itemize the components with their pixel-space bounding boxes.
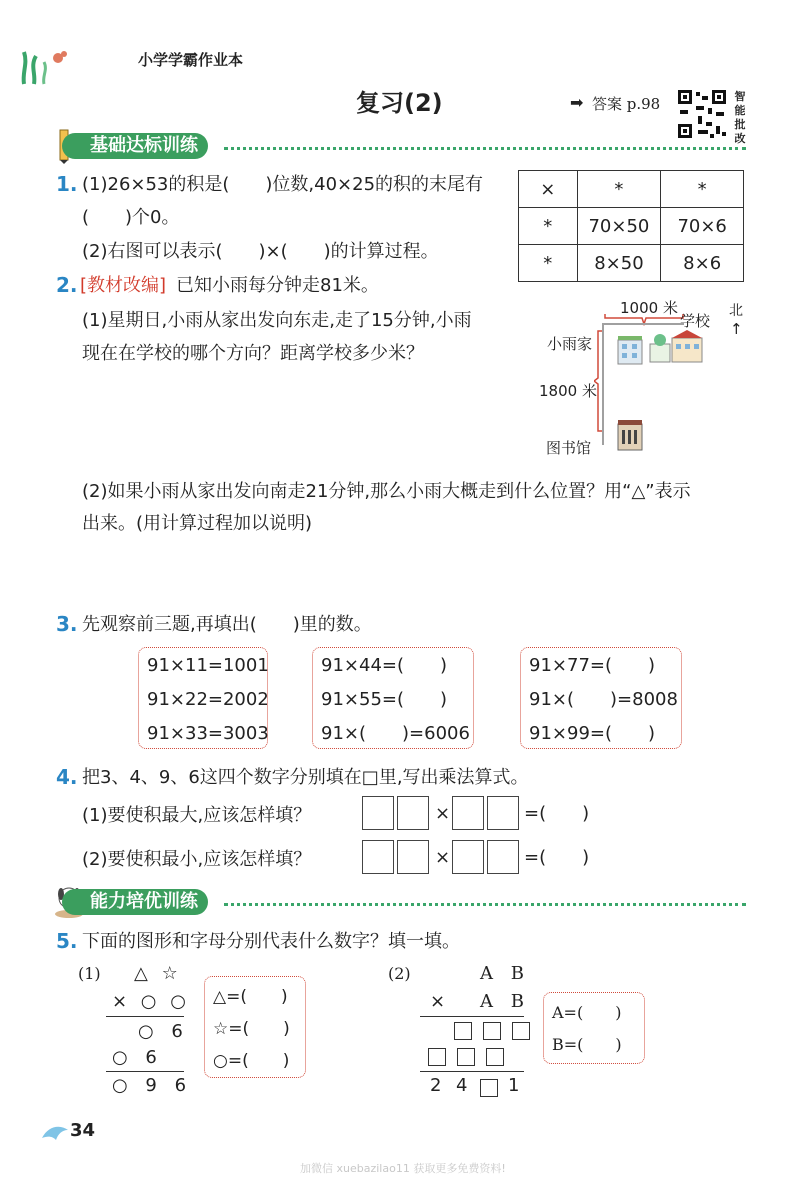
- digit-box[interactable]: [397, 796, 429, 830]
- q4-part2: (2)要使积最小,应该怎样填？: [82, 849, 312, 870]
- school-building-icon: [648, 330, 704, 368]
- q3-item[interactable]: 91×99=( ): [529, 723, 656, 744]
- smart-char: 智: [734, 90, 746, 103]
- digit-box[interactable]: [362, 796, 394, 830]
- answer-line[interactable]: B=( ): [552, 1035, 622, 1054]
- q5-stem: 下面的图形和字母分别代表什么数字？填一填。: [82, 931, 460, 952]
- smart-char: 改: [734, 132, 746, 145]
- result-digit: 1: [508, 1075, 520, 1096]
- q1-line1: (1)26×53的积是( )位数,40×25的积的末尾有: [82, 174, 484, 195]
- digit-box[interactable]: [512, 1022, 530, 1040]
- qr-code-icon[interactable]: [676, 88, 728, 144]
- digit-box[interactable]: [483, 1022, 501, 1040]
- digit-box[interactable]: [428, 1048, 446, 1066]
- result-digit: 4: [456, 1075, 468, 1096]
- q3-item[interactable]: 91×44=( ): [321, 655, 448, 676]
- q3-example-box: [138, 647, 268, 749]
- vertical-calc-top: A B: [480, 963, 530, 984]
- dolphin-icon: [40, 1120, 70, 1146]
- vertical-calc-row: ○ 9 6: [112, 1075, 193, 1096]
- q3-item: 91×33=3003: [147, 723, 269, 744]
- grid-cell: 8×6: [661, 245, 744, 282]
- digit-box[interactable]: [362, 840, 394, 874]
- grid-cell: 8×50: [577, 245, 661, 282]
- q3-item[interactable]: 91×( )=8008: [529, 689, 678, 710]
- grid-cell: 70×6: [661, 208, 744, 245]
- q5-part2-answer-box[interactable]: [543, 992, 645, 1064]
- map-distance-south: 1800 米: [539, 382, 597, 400]
- q4-stem: 把3、4、9、6这四个数字分别填在□里,写出乘法算式。: [82, 767, 529, 788]
- q1-line2: ( )个0。: [82, 207, 180, 228]
- grid-cell: ×: [519, 171, 578, 208]
- result-digit: 2: [430, 1075, 442, 1096]
- question-number: 4.: [56, 765, 78, 789]
- q3-item[interactable]: 91×55=( ): [321, 689, 448, 710]
- digit-box[interactable]: [457, 1048, 475, 1066]
- page-number: 34: [70, 1120, 96, 1141]
- answer-line[interactable]: A=( ): [552, 1003, 622, 1022]
- north-arrow-icon: ↑: [730, 320, 743, 338]
- digit-box[interactable]: [397, 840, 429, 874]
- digit-box[interactable]: [487, 796, 519, 830]
- q3-item: 91×11=1001: [147, 655, 269, 676]
- map-distance-east: 1000 米: [620, 299, 678, 317]
- answer-line[interactable]: ○=( ): [213, 1051, 290, 1071]
- direction-map: [530, 290, 760, 460]
- box-row: [454, 1020, 530, 1040]
- q2-tag: [教材改编]: [80, 275, 167, 296]
- question-number: 2.: [56, 273, 78, 297]
- vertical-calc-row: × ○ ○: [112, 991, 190, 1012]
- q5-part2-label: (2): [388, 964, 411, 983]
- section-basic-title: 基础达标训练: [62, 133, 208, 159]
- section-divider: [224, 147, 746, 150]
- q4-part1: (1)要使积最大,应该怎样填？: [82, 805, 312, 826]
- equals-answer[interactable]: =( ): [524, 803, 590, 824]
- grid-cell: *: [519, 245, 578, 282]
- grid-cell: *: [519, 208, 578, 245]
- answer-reference: 答案 p.98: [592, 95, 661, 113]
- section-divider: [224, 903, 746, 906]
- answer-line[interactable]: △=( ): [213, 987, 288, 1007]
- seaweed-logo-icon: [14, 44, 74, 90]
- vertical-calc-multiplier: A B: [480, 991, 530, 1012]
- map-road-east: [604, 323, 684, 325]
- calc-line: [106, 1016, 184, 1017]
- question-number: 3.: [56, 612, 78, 636]
- map-school-label: 学校: [680, 312, 711, 330]
- q3-fill-box-a[interactable]: [312, 647, 474, 749]
- digit-box[interactable]: [454, 1022, 472, 1040]
- q1-line3: (2)右图可以表示( )×( )的计算过程。: [82, 241, 439, 262]
- result-box[interactable]: [480, 1077, 498, 1097]
- digit-box[interactable]: [452, 840, 484, 874]
- home-building-icon: [616, 332, 646, 370]
- smart-char: 批: [734, 118, 746, 131]
- grid-cell: *: [661, 171, 744, 208]
- q2-part2-line1: (2)如果小雨从家出发向南走21分钟,那么小雨大概走到什么位置？用“△”表示: [82, 481, 691, 502]
- library-building-icon: [616, 418, 646, 456]
- section-advanced-title: 能力培优训练: [62, 889, 208, 915]
- times-sign: ×: [435, 847, 451, 868]
- q2-part1-line1: (1)星期日,小雨从家出发向东走,走了15分钟,小雨: [82, 310, 472, 331]
- page-title: 复习(2): [356, 89, 443, 117]
- answer-line[interactable]: ☆=( ): [213, 1019, 290, 1039]
- q3-item[interactable]: 91×( )=6006: [321, 723, 470, 744]
- map-library-label: 图书馆: [546, 439, 592, 457]
- q5-part1-answer-box[interactable]: [204, 976, 306, 1078]
- map-home-label: 小雨家: [547, 335, 593, 353]
- calc-line: [106, 1071, 184, 1072]
- smart-char: 能: [734, 104, 746, 117]
- times-sign: ×: [430, 991, 446, 1012]
- digit-box[interactable]: [452, 796, 484, 830]
- equals-answer[interactable]: =( ): [524, 847, 590, 868]
- book-title: 小学学霸作业本: [138, 51, 244, 69]
- vertical-calc-row: △ ☆: [134, 963, 182, 984]
- calc-line: [420, 1071, 524, 1072]
- answer-arrow-icon: ➡: [570, 93, 584, 112]
- q2-part2-line2: 出来。(用计算过程加以说明): [82, 513, 313, 534]
- q2-part1-line2: 现在在学校的哪个方向？距离学校多少米？: [82, 343, 424, 364]
- q3-fill-box-b[interactable]: [520, 647, 682, 749]
- q2-stem: 已知小雨每分钟走81米。: [176, 275, 379, 296]
- map-north-label: 北: [729, 303, 743, 319]
- grid-cell: *: [577, 171, 661, 208]
- grid-cell: 70×50: [577, 208, 661, 245]
- q3-stem: 先观察前三题,再填出( )里的数。: [82, 614, 372, 635]
- vertical-calc-row: ○ 6: [112, 1047, 163, 1068]
- times-sign: ×: [435, 803, 451, 824]
- question-number: 5.: [56, 929, 78, 953]
- q3-item: 91×22=2002: [147, 689, 269, 710]
- multiplication-grid: [518, 170, 744, 282]
- q5-part1-label: (1): [78, 964, 101, 983]
- box-row: [428, 1046, 504, 1066]
- watermark: 加微信 xuebazilao11 获取更多免费资料!: [300, 1162, 506, 1175]
- vertical-calc-row: ○ 6: [138, 1021, 189, 1042]
- q3-item[interactable]: 91×77=( ): [529, 655, 656, 676]
- digit-box[interactable]: [486, 1048, 504, 1066]
- calc-line: [420, 1016, 524, 1017]
- question-number: 1.: [56, 172, 78, 196]
- digit-box[interactable]: [487, 840, 519, 874]
- smart-grading-label: [733, 90, 747, 146]
